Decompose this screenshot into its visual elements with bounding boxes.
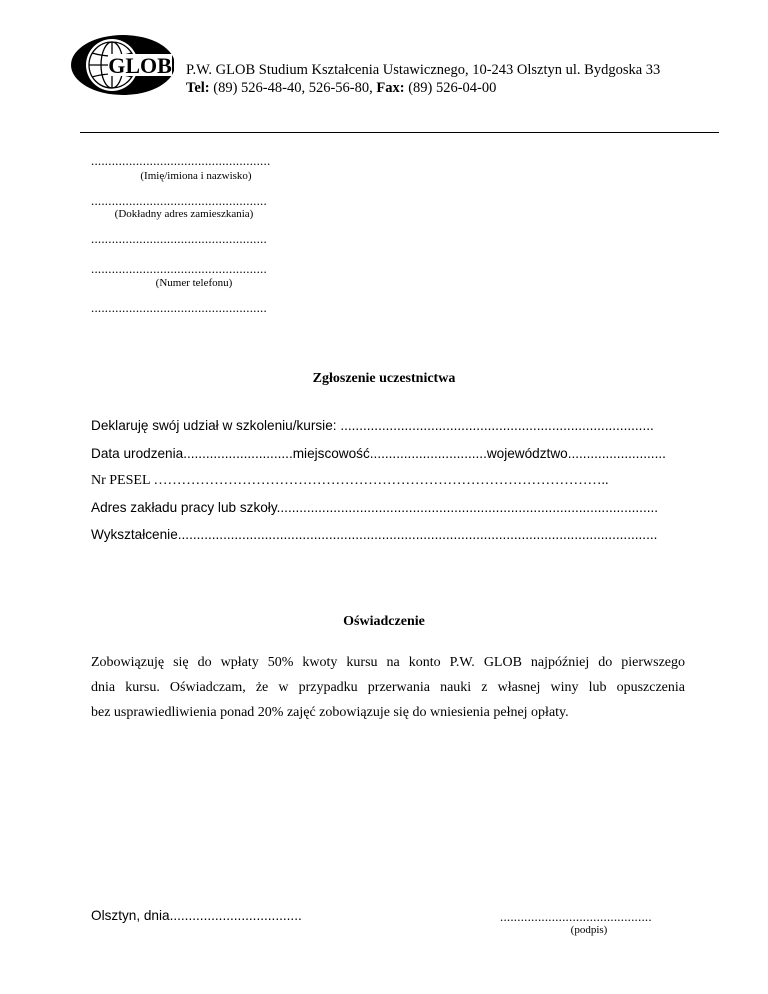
header-divider	[80, 132, 719, 133]
statement-paragraph	[91, 650, 685, 725]
phone-caption: (Numer telefonu)	[155, 277, 233, 289]
statement-line: Zobowiązuję się do wpłaty 50% kwoty kursu na konto P.W. GLOB najpóźniej do pierwszego	[91, 655, 685, 670]
fax-label: Fax:	[372, 80, 405, 96]
signature-caption: (podpis)	[570, 924, 608, 936]
extra-field[interactable]: ...................................................	[91, 300, 267, 315]
name-field[interactable]: ....................................................	[91, 153, 271, 168]
fax-value: (89) 526-04-00	[404, 80, 497, 96]
header-line2	[186, 80, 496, 97]
logo-wordmark: GLOB	[108, 53, 172, 78]
phone-field[interactable]: ...................................................	[91, 261, 267, 276]
header-line1: P.W. GLOB Studium Kształcenia Ustawicznego, 10-243 Olsztyn ul. Bydgoska 33	[186, 62, 661, 78]
course-line[interactable]: Deklaruję swój udział w szkoleniu/kursie: ...................................................................................	[91, 418, 654, 433]
statement-line: dnia kursu. Oświadczam, że w przypadku przerwania nauki z własnej winy lub opuszczenia	[91, 680, 685, 695]
statement-line: bez usprawiedliwienia ponad 20% zajęć zobowiązuje się do wniesienia pełnej opłaty.	[91, 705, 569, 720]
birth-line[interactable]: Data urodzenia.............................miejscowość...............................województwo..........................	[91, 446, 666, 461]
tel-label: Tel:	[186, 80, 210, 96]
globe-logo-icon	[68, 34, 174, 96]
workplace-line[interactable]: Adres zakładu pracy lub szkoły.....................................................................................................	[91, 500, 659, 515]
glob-logo	[68, 34, 174, 96]
address-field[interactable]: ...................................................	[91, 193, 267, 208]
address-caption: (Dokładny adres zamieszkania)	[114, 208, 254, 220]
address-field-2[interactable]: ...................................................	[91, 231, 267, 246]
registration-title: Zgłoszenie uczestnictwa	[312, 371, 456, 386]
tel-value: (89) 526-48-40, 526-56-80,	[209, 80, 373, 96]
education-line[interactable]: Wykształcenie...............................................................................................................................	[91, 527, 658, 542]
place-date-field[interactable]: Olsztyn, dnia...................................	[91, 908, 302, 923]
statement-title: Oświadczenie	[343, 614, 425, 629]
pesel-line[interactable]: Nr PESEL ……………………………………………………………………………………..	[91, 473, 609, 488]
name-caption: (Imię/imiona i nazwisko)	[140, 170, 252, 182]
signature-field[interactable]: ............................................	[500, 909, 652, 924]
